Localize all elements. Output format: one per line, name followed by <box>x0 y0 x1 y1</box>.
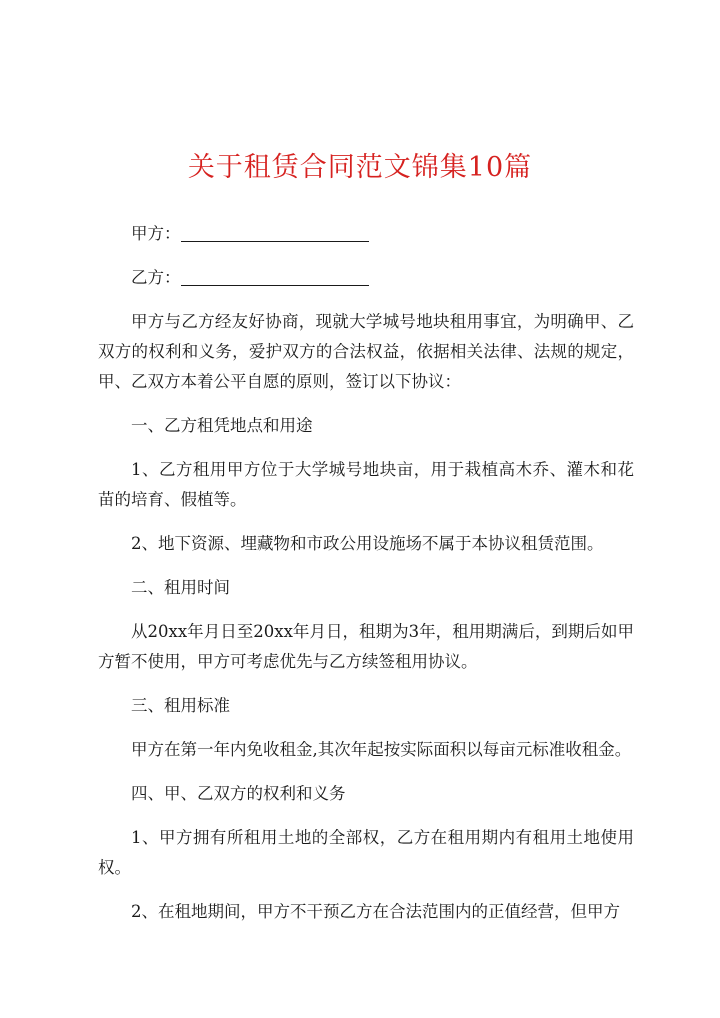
paragraph-2-1: 从20xx年月日至20xx年月日，租期为3年，租用期满后，到期后如甲方暂不使用，甲方可考虑优先与乙方续签租用协议。 <box>98 622 634 671</box>
paragraph-1-1: 1、乙方租用甲方位于大学城号地块亩，用于栽植高木乔、灌木和花苗的培育、假植等。 <box>98 460 634 509</box>
paragraph-4-2: 2、在租地期间，甲方不干预乙方在合法范围内的正值经营，但甲方 <box>131 902 620 921</box>
section-heading-2: 二、租用时间 <box>131 578 230 597</box>
section-heading-3: 三、租用标准 <box>131 696 230 715</box>
party-b-line <box>98 263 634 293</box>
party-a-blank <box>181 221 369 242</box>
party-a-line <box>98 219 634 249</box>
paragraph-1-2: 2、地下资源、埋藏物和市政公用设施场不属于本协议租赁范围。 <box>131 534 604 553</box>
section-heading-1: 一、乙方租凭地点和用途 <box>131 416 313 435</box>
document-title: 关于租赁合同范文锦集10篇 <box>187 152 533 183</box>
party-a-label: 甲方： <box>131 224 181 243</box>
section-heading-4: 四、甲、乙双方的权利和义务 <box>131 784 346 803</box>
party-b-blank <box>181 265 369 286</box>
document-body <box>98 219 634 941</box>
paragraph-intro: 甲方与乙方经友好协商，现就大学城号地块租用事宜，为明确甲、乙双方的权利和义务，爱护双方的合法权益，依据相关法律、法规的规定，甲、乙双方本着公平自愿的原则，签订以下协议： <box>98 312 634 391</box>
paragraph-4-1: 1、甲方拥有所租用土地的全部权，乙方在租用期内有租用土地使用权。 <box>98 828 634 877</box>
paragraph-3-1: 甲方在第一年内免收租金,其次年起按实际面积以每亩元标准收租金。 <box>131 740 632 759</box>
party-b-label: 乙方： <box>131 268 181 287</box>
